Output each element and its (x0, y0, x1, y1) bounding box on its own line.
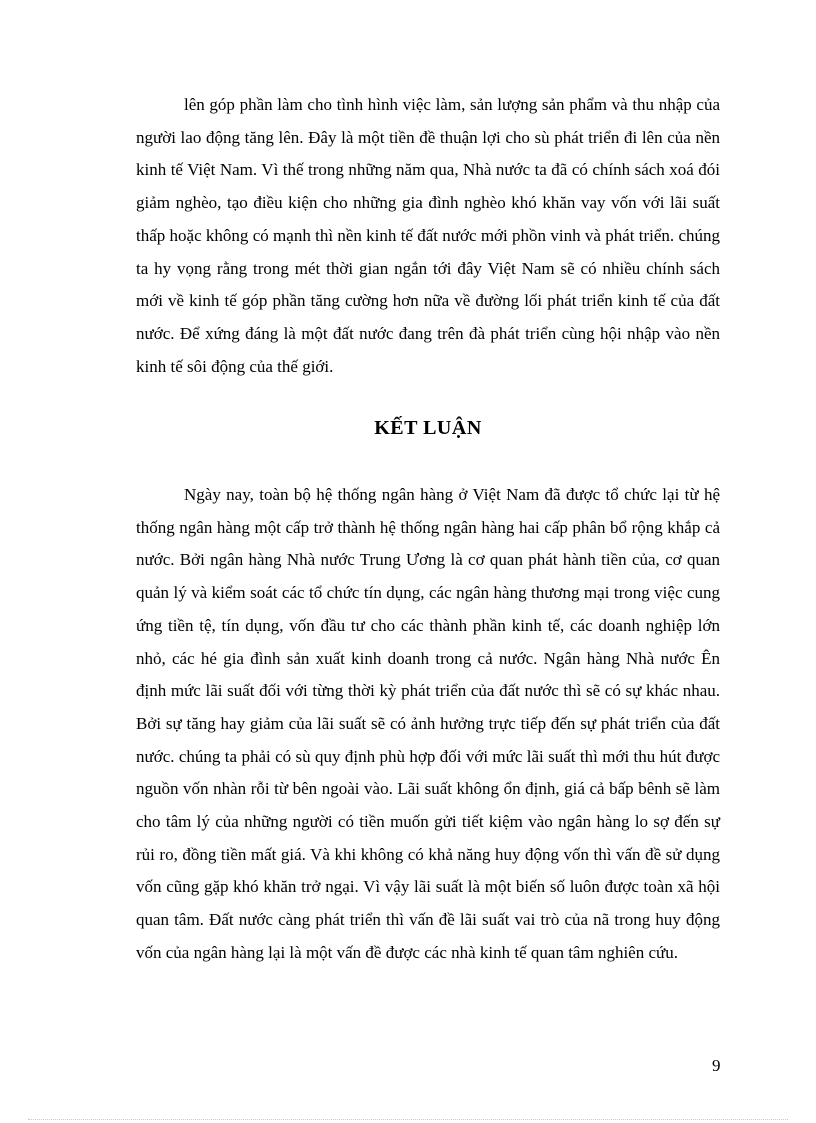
page-bottom-divider (28, 1119, 788, 1120)
section-heading: KẾT LUẬN (374, 417, 482, 439)
body-paragraph-intro: lên góp phần làm cho tình hình việc làm, sản lượng sản phẩm và thu nhập của người lao động tăng lên. Đây là một tiền đề thuận lợi cho sù phát triển đi lên của nền kinh tế Việt Nam. Vì thế trong những năm qua, Nhà nước ta đã có chính sách xoá đói giảm nghèo, tạo điều kiện cho những gia đình nghèo khó khăn vay vốn với lãi suất thấp hoặc không có mạnh thì nền kinh tế đất nước mới phồn vinh và phát triển. chúng ta hy vọng rằng trong mét thời gian ngắn tới đây Việt Nam sẽ có nhiều chính sách mới về kinh tế góp phần tăng cường hơn nữa về đường lối phát triển kinh tế của đất nước. Để xứng đáng là một đất nước đang trên đà phát triển cùng hội nhập vào nền kinh tế sôi động của thế giới. (136, 95, 720, 376)
body-paragraph-conclusion: Ngày nay, toàn bộ hệ thống ngân hàng ở Việt Nam đã được tổ chức lại từ hệ thống ngân hàng một cấp trở thành hệ thống ngân hàng hai cấp phân bổ rộng khắp cả nước. Bởi ngân hàng Nhà nước Trung Ương là cơ quan phát hành tiền của, cơ quan quản lý và kiểm soát các tổ chức tín dụng, các ngân hàng thương mại trong việc cung ứng tiền tệ, tín dụng, vốn đầu tư cho các thành phần kinh tế, các doanh nghiệp lớn nhỏ, các hé gia đình sản xuất kinh doanh trong cả nước. Ngân hàng Nhà nước Ên định mức lãi suất đối với từng thời kỳ phát triển của đất nước thì sẽ có sự khác nhau. Bởi sự tăng hay giảm của lãi suất sẽ có ảnh hưởng trực tiếp đến sự phát triển của đất nước. chúng ta phải có sù quy định phù hợp đối với mức lãi suất thì mới thu hút được nguồn vốn nhàn rỗi từ bên ngoài vào. Lãi suất không ổn định, giá cả bấp bênh sẽ làm cho tâm lý của những người có tiền muốn gửi tiết kiệm vào ngân hàng lo sợ đến sự rủi ro, đồng tiền mất giá. Và khi không có khả năng huy động vốn thì vấn đề sử dụng vốn cũng gặp khó khăn trở ngại. Vì vậy lãi suất là một biến số luôn được toàn xã hội quan tâm. Đất nước càng phát triển thì vấn đề lãi suất vai trò của nã trong huy động vốn của ngân hàng lại là một vấn đề được các nhà kinh tế quan tâm nghiên cứu. (136, 485, 720, 962)
page-number: 9 (712, 1056, 721, 1075)
